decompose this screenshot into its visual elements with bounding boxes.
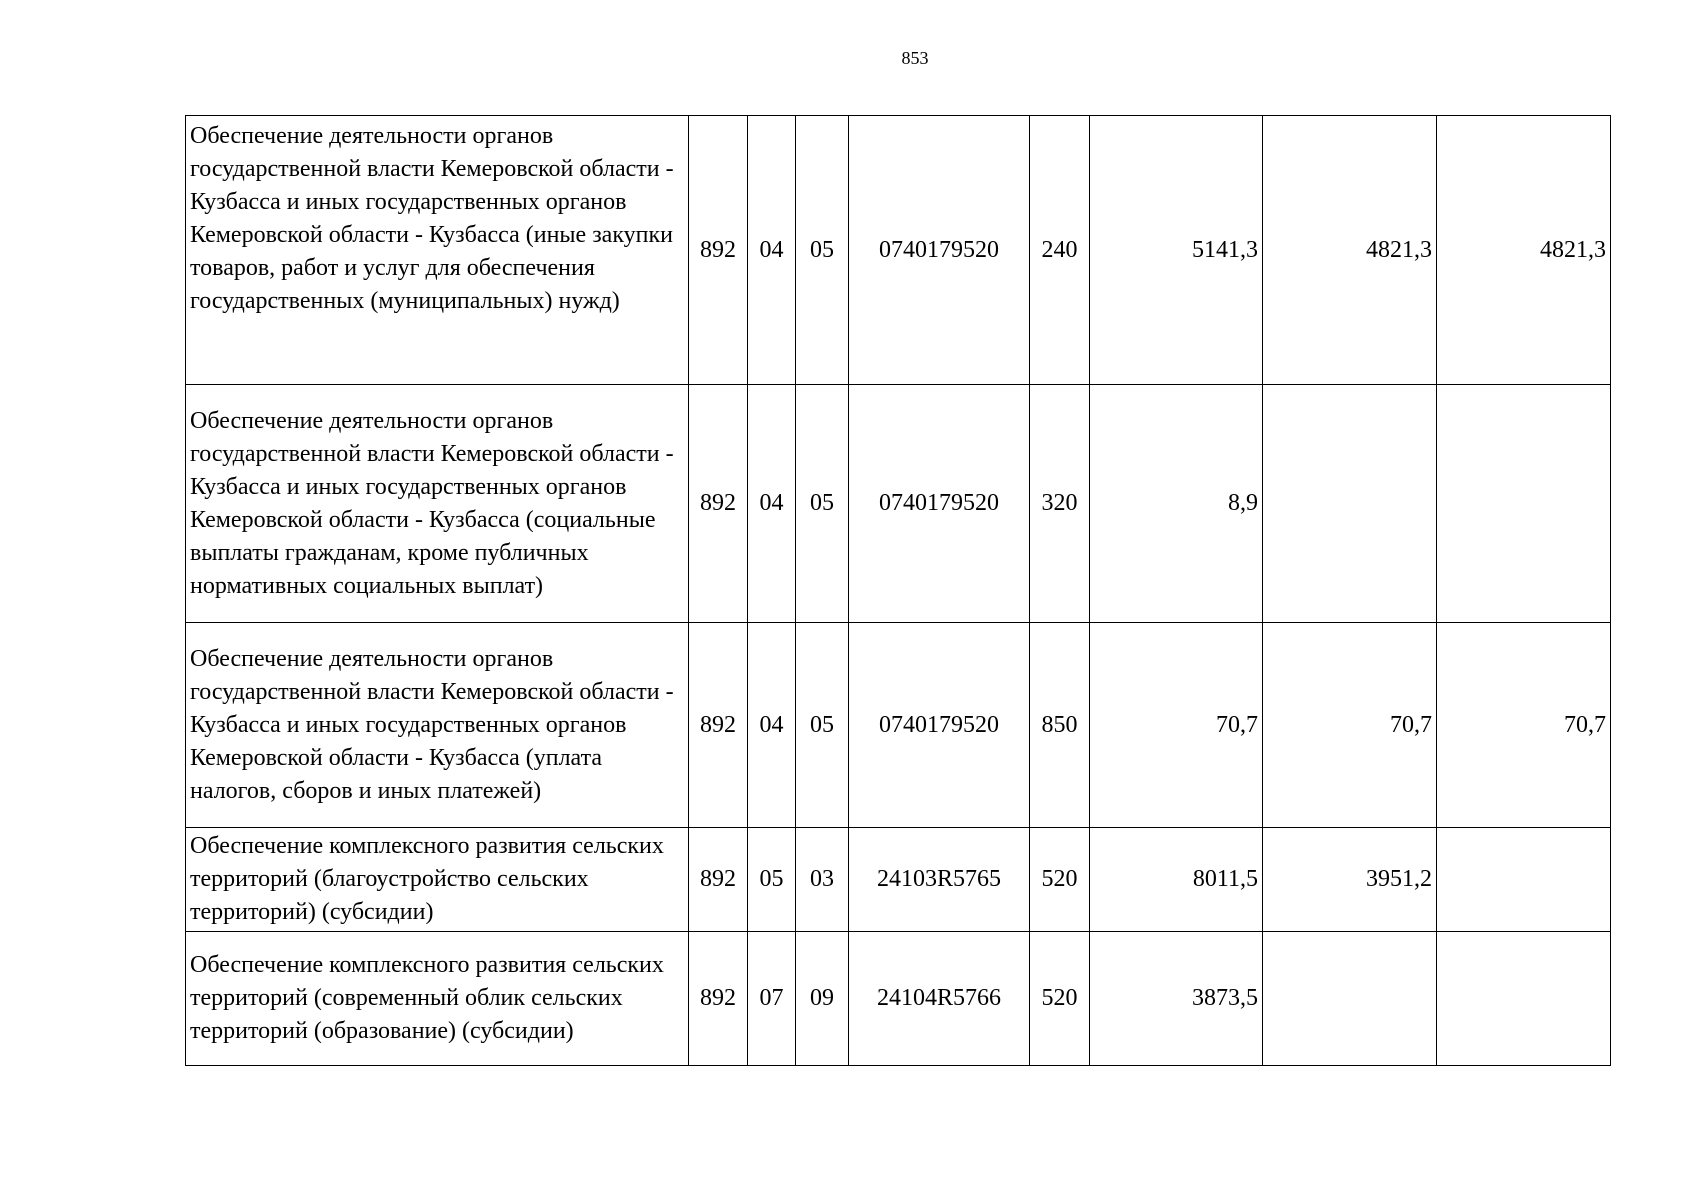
subsection-code: 03	[796, 828, 849, 932]
target-item-code: 24103R5765	[849, 828, 1030, 932]
ministry-code: 892	[689, 385, 748, 623]
amount-1: 70,7	[1090, 623, 1263, 828]
amount-1: 3873,5	[1090, 932, 1263, 1066]
ministry-code: 892	[689, 828, 748, 932]
table-row	[186, 116, 1611, 385]
amount-1: 8,9	[1090, 385, 1263, 623]
section-code: 04	[748, 385, 796, 623]
page-number: 853	[901, 48, 929, 68]
target-item-code: 0740179520	[849, 385, 1030, 623]
amount-2	[1263, 932, 1437, 1066]
subsection-code: 05	[796, 623, 849, 828]
amount-3	[1437, 385, 1611, 623]
target-item-code: 0740179520	[849, 116, 1030, 385]
amount-1: 8011,5	[1090, 828, 1263, 932]
expense-type-code: 520	[1030, 828, 1090, 932]
amount-3: 70,7	[1437, 623, 1611, 828]
table-row	[186, 828, 1611, 932]
subsection-code: 05	[796, 116, 849, 385]
amount-1: 5141,3	[1090, 116, 1263, 385]
table-row	[186, 623, 1611, 828]
amount-3	[1437, 932, 1611, 1066]
target-item-code: 0740179520	[849, 623, 1030, 828]
ministry-code: 892	[689, 932, 748, 1066]
amount-2: 3951,2	[1263, 828, 1437, 932]
amount-2	[1263, 385, 1437, 623]
row-description: Обеспечение комплексного развития сельских территорий (современный облик сельских территорий (образование) (субсидии)	[186, 932, 689, 1066]
row-description: Обеспечение деятельности органов государственной власти Кемеровской области - Кузбасса и иных государственных органов Кемеровской области - Кузбасса (иные закупки товаров, работ и услуг для обеспечения государственных (муниципальных) нужд)	[186, 116, 689, 385]
ministry-code: 892	[689, 116, 748, 385]
subsection-code: 05	[796, 385, 849, 623]
row-description: Обеспечение деятельности органов государственной власти Кемеровской области - Кузбасса и иных государственных органов Кемеровской области - Кузбасса (социальные выплаты гражданам, кроме публичных нормативных социальных выплат)	[186, 385, 689, 623]
amount-2: 70,7	[1263, 623, 1437, 828]
table-row	[186, 385, 1611, 623]
subsection-code: 09	[796, 932, 849, 1066]
ministry-code: 892	[689, 623, 748, 828]
section-code: 07	[748, 932, 796, 1066]
expense-type-code: 320	[1030, 385, 1090, 623]
amount-2: 4821,3	[1263, 116, 1437, 385]
table-row	[186, 932, 1611, 1066]
section-code: 05	[748, 828, 796, 932]
section-code: 04	[748, 116, 796, 385]
row-description: Обеспечение деятельности органов государственной власти Кемеровской области - Кузбасса и иных государственных органов Кемеровской области - Кузбасса (уплата налогов, сборов и иных платежей)	[186, 623, 689, 828]
expense-type-code: 240	[1030, 116, 1090, 385]
target-item-code: 24104R5766	[849, 932, 1030, 1066]
expense-type-code: 520	[1030, 932, 1090, 1066]
section-code: 04	[748, 623, 796, 828]
budget-table	[185, 115, 1611, 1066]
expense-type-code: 850	[1030, 623, 1090, 828]
amount-3: 4821,3	[1437, 116, 1611, 385]
amount-3	[1437, 828, 1611, 932]
row-description: Обеспечение комплексного развития сельских территорий (благоустройство сельских территорий) (субсидии)	[186, 828, 689, 932]
